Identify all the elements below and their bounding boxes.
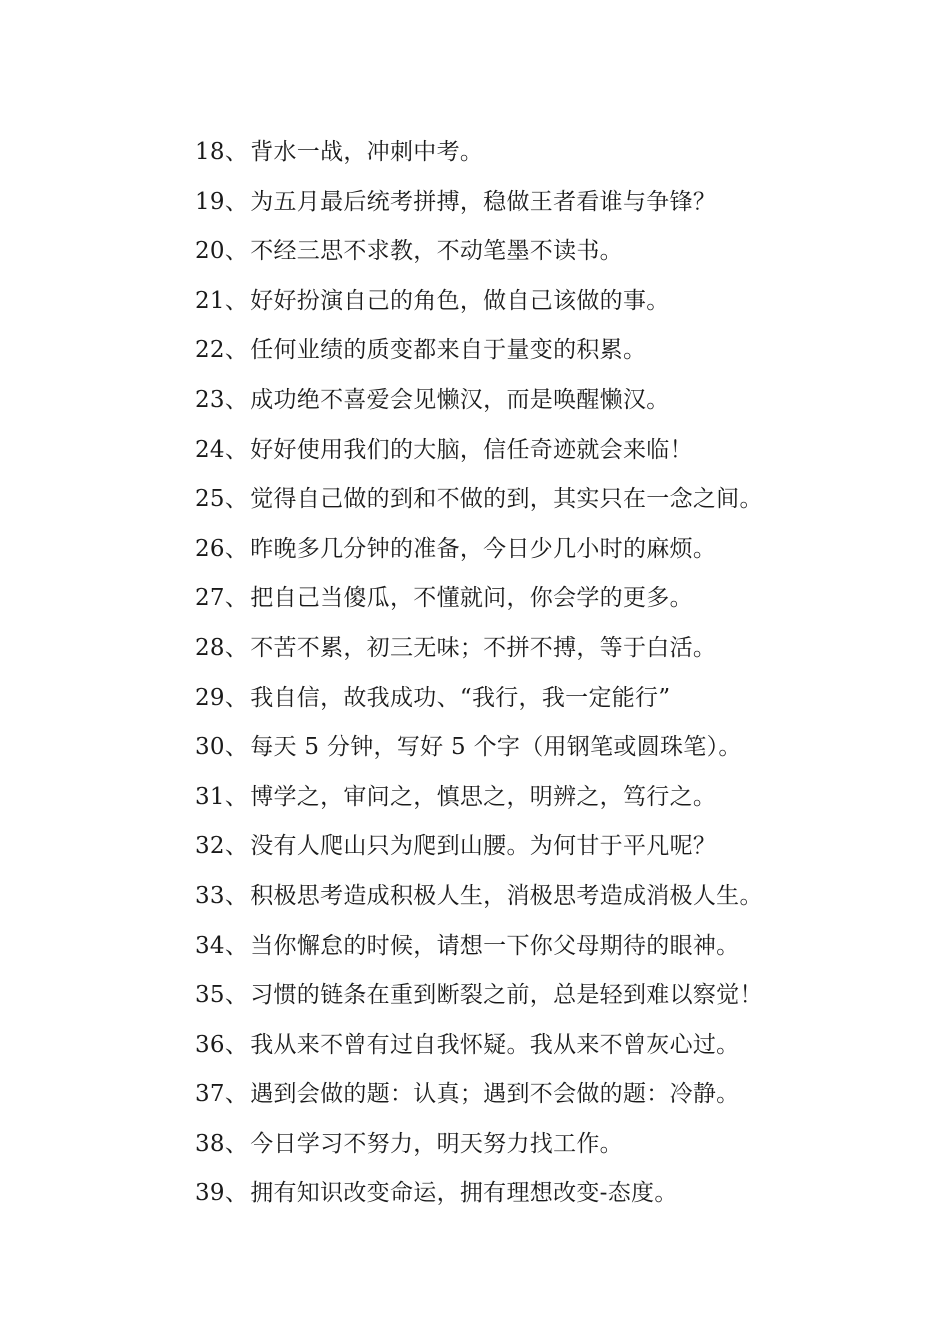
quote-separator: 、 — [224, 1180, 249, 1207]
quote-number: 31 — [195, 783, 225, 810]
quote-item — [195, 624, 915, 674]
quote-number: 27 — [195, 585, 225, 612]
quote-text: 觉得自己做的到和不做的到，其实只在一念之间。 — [250, 486, 763, 513]
quote-text: 习惯的链条在重到断裂之前，总是轻到难以察觉！ — [250, 982, 763, 1009]
quote-item — [195, 277, 915, 327]
quote-separator: 、 — [224, 882, 249, 909]
quote-item — [195, 872, 915, 922]
quote-text: 背水一战，冲刺中考。 — [250, 139, 484, 165]
quote-text: 博学之，审问之，慎思之，明辨之，笃行之。 — [250, 783, 717, 810]
quote-text: 积极思考造成积极人生，消极思考造成消极人生。 — [250, 882, 763, 909]
quote-text: 为五月最后统考拼搏，稳做王者看谁与争锋？ — [250, 188, 717, 215]
quote-item — [195, 376, 915, 426]
quote-separator: 、 — [224, 337, 249, 364]
quote-separator: 、 — [224, 1081, 249, 1108]
quote-separator: 、 — [224, 436, 249, 463]
quote-separator: 、 — [224, 833, 249, 860]
quote-item — [195, 723, 915, 773]
quote-text: 任何业绩的质变都来自于量变的积累。 — [250, 337, 647, 364]
quote-item — [195, 773, 915, 823]
quote-number: 23 — [195, 386, 225, 413]
quote-separator: 、 — [224, 535, 249, 562]
quote-separator: 、 — [224, 932, 249, 959]
quote-item — [195, 178, 915, 228]
quote-item — [195, 326, 915, 376]
quote-separator: 、 — [224, 1031, 249, 1058]
quote-text: 拥有知识改变命运，拥有理想改变-态度。 — [250, 1180, 678, 1207]
quote-text: 昨晚多几分钟的准备，今日少几小时的麻烦。 — [250, 535, 717, 562]
quote-number: 21 — [195, 287, 225, 314]
quote-separator: 、 — [224, 238, 249, 265]
quote-text: 当你懈怠的时候，请想一下你父母期待的眼神。 — [250, 932, 740, 959]
quote-number: 19 — [195, 188, 225, 215]
quote-separator: 、 — [224, 139, 249, 165]
quote-separator: 、 — [224, 684, 249, 711]
quote-separator: 、 — [224, 1130, 249, 1157]
quote-number: 36 — [195, 1031, 225, 1058]
quote-item — [195, 1021, 915, 1071]
quote-separator: 、 — [224, 188, 249, 215]
quote-item — [195, 822, 915, 872]
quote-text: 不苦不累，初三无味；不拼不搏，等于白活。 — [250, 634, 717, 661]
quote-item — [195, 227, 915, 277]
quote-number: 33 — [195, 882, 225, 909]
quote-text: 每天 5 分钟，写好 5 个字（用钢笔或圆珠笔）。 — [250, 734, 742, 761]
quote-number: 37 — [195, 1081, 225, 1108]
quote-list — [195, 128, 915, 1219]
quote-text: 我从来不曾有过自我怀疑。我从来不曾灰心过。 — [250, 1031, 740, 1058]
quote-item — [195, 1120, 915, 1170]
quote-number: 32 — [195, 833, 225, 860]
quote-item — [195, 128, 915, 178]
quote-text: 没有人爬山只为爬到山腰。为何甘于平凡呢？ — [250, 833, 717, 860]
quote-number: 20 — [195, 238, 225, 265]
quote-number: 39 — [195, 1180, 225, 1207]
quote-number: 28 — [195, 634, 225, 661]
quote-number: 24 — [195, 436, 225, 463]
quote-separator: 、 — [224, 634, 249, 661]
quote-item — [195, 574, 915, 624]
quote-number: 30 — [195, 734, 225, 761]
quote-separator: 、 — [224, 783, 249, 810]
quote-number: 35 — [195, 982, 225, 1009]
quote-item — [195, 1070, 915, 1120]
quote-text: 遇到会做的题：认真；遇到不会做的题：冷静。 — [250, 1081, 740, 1108]
quote-separator: 、 — [224, 386, 249, 413]
quote-separator: 、 — [224, 585, 249, 612]
quote-text: 好好扮演自己的角色，做自己该做的事。 — [250, 287, 670, 314]
quote-item — [195, 922, 915, 972]
quote-separator: 、 — [224, 734, 249, 761]
quote-number: 34 — [195, 932, 225, 959]
quote-number: 18 — [195, 139, 225, 165]
quote-separator: 、 — [224, 486, 249, 513]
quote-number: 22 — [195, 337, 225, 364]
quote-separator: 、 — [224, 287, 249, 314]
quote-text: 今日学习不努力，明天努力找工作。 — [250, 1130, 623, 1157]
quote-item — [195, 426, 915, 476]
quote-item — [195, 971, 915, 1021]
quote-number: 29 — [195, 684, 225, 711]
quote-text: 我自信，故我成功、“我行，我一定能行” — [250, 684, 671, 711]
quote-separator: 、 — [224, 982, 249, 1009]
quote-text: 好好使用我们的大脑，信任奇迹就会来临！ — [250, 436, 693, 463]
quote-text: 不经三思不求教，不动笔墨不读书。 — [250, 238, 623, 265]
quote-item — [195, 525, 915, 575]
quote-item — [195, 674, 915, 724]
quote-item — [195, 475, 915, 525]
quote-number: 26 — [195, 535, 225, 562]
quote-item — [195, 1169, 915, 1219]
quote-text: 把自己当傻瓜，不懂就问，你会学的更多。 — [250, 585, 693, 612]
quote-text: 成功绝不喜爱会见懒汉，而是唤醒懒汉。 — [250, 386, 670, 413]
quote-number: 25 — [195, 486, 225, 513]
quote-number: 38 — [195, 1130, 225, 1157]
